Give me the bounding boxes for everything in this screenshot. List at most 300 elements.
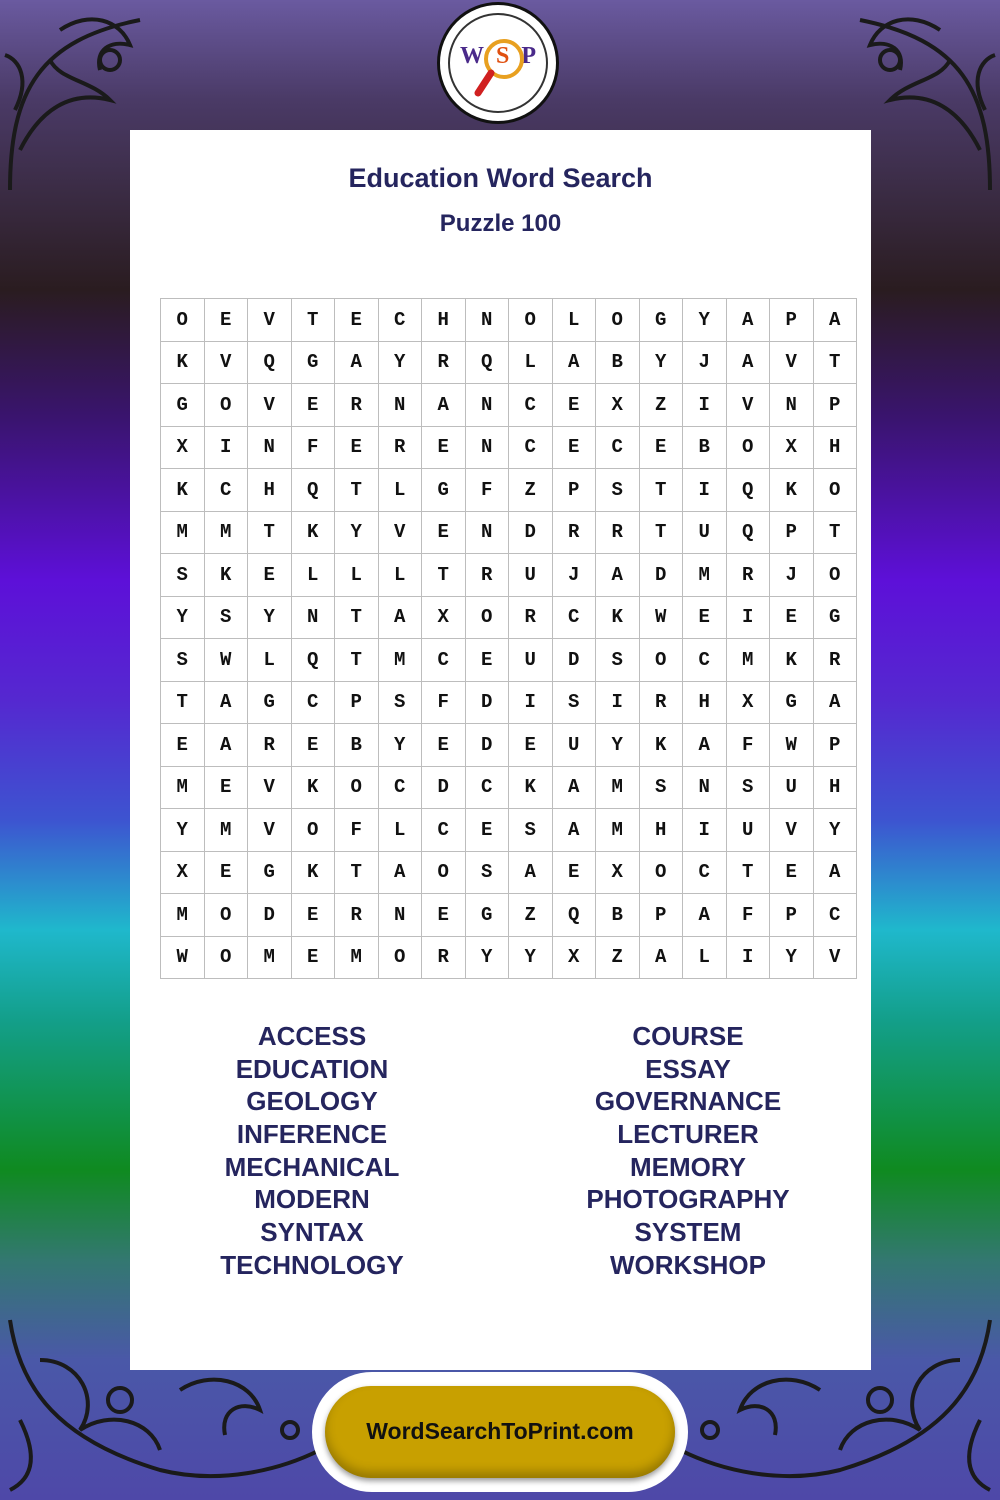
grid-cell[interactable]: O <box>596 299 640 342</box>
grid-row <box>161 511 857 554</box>
grid-cell[interactable]: E <box>291 936 335 979</box>
grid-cell[interactable]: L <box>509 341 553 384</box>
grid-cell[interactable]: U <box>552 724 596 767</box>
grid-cell[interactable]: M <box>204 809 248 852</box>
grid-cell[interactable]: V <box>248 766 292 809</box>
grid-cell[interactable]: U <box>726 809 770 852</box>
grid-cell[interactable]: E <box>204 299 248 342</box>
grid-cell[interactable]: M <box>596 766 640 809</box>
grid-cell[interactable]: X <box>161 851 205 894</box>
grid-cell[interactable]: T <box>639 469 683 512</box>
grid-cell[interactable]: A <box>813 681 857 724</box>
grid-cell[interactable]: K <box>291 851 335 894</box>
logo-letter-w: W <box>459 43 484 69</box>
grid-cell[interactable]: M <box>161 766 205 809</box>
grid-cell[interactable]: Y <box>639 341 683 384</box>
grid-row <box>161 469 857 512</box>
grid-cell[interactable]: P <box>335 681 379 724</box>
word-item: TECHNOLOGY <box>220 1249 404 1280</box>
grid-cell[interactable]: Q <box>726 511 770 554</box>
grid-cell[interactable]: S <box>509 809 553 852</box>
grid-cell[interactable]: X <box>770 426 814 469</box>
grid-cell[interactable]: A <box>335 341 379 384</box>
grid-cell[interactable]: I <box>726 596 770 639</box>
grid-cell[interactable]: E <box>204 766 248 809</box>
grid-cell[interactable]: J <box>683 341 727 384</box>
grid-cell[interactable]: S <box>378 681 422 724</box>
grid-cell[interactable]: V <box>813 936 857 979</box>
grid-cell[interactable]: O <box>726 426 770 469</box>
grid-cell[interactable]: Y <box>509 936 553 979</box>
word-item: MEMORY <box>629 1151 747 1182</box>
grid-cell[interactable]: S <box>596 639 640 682</box>
grid-cell[interactable]: T <box>291 299 335 342</box>
grid-cell[interactable]: Q <box>248 341 292 384</box>
grid-cell[interactable]: K <box>204 554 248 597</box>
grid-cell[interactable]: H <box>683 681 727 724</box>
grid-cell[interactable]: E <box>291 384 335 427</box>
grid-cell[interactable]: F <box>726 894 770 937</box>
grid-cell[interactable]: O <box>465 596 509 639</box>
grid-cell[interactable]: T <box>726 851 770 894</box>
word-item: INFERENCE <box>236 1119 388 1150</box>
word-item: ACCESS <box>257 1021 367 1051</box>
grid-cell[interactable]: T <box>813 341 857 384</box>
grid-cell[interactable]: T <box>639 511 683 554</box>
grid-cell[interactable]: R <box>726 554 770 597</box>
grid-cell[interactable]: R <box>378 426 422 469</box>
grid-cell[interactable]: T <box>422 554 466 597</box>
grid-cell[interactable]: A <box>726 299 770 342</box>
grid-cell[interactable]: E <box>422 426 466 469</box>
word-item: EDUCATION <box>235 1053 389 1084</box>
grid-cell[interactable]: H <box>422 299 466 342</box>
grid-cell[interactable]: V <box>204 341 248 384</box>
grid-cell[interactable]: I <box>683 384 727 427</box>
grid-cell[interactable]: W <box>161 936 205 979</box>
grid-cell[interactable]: G <box>465 894 509 937</box>
grid-cell[interactable]: L <box>335 554 379 597</box>
grid-cell[interactable]: S <box>204 596 248 639</box>
grid-cell[interactable]: L <box>683 936 727 979</box>
grid-cell[interactable]: S <box>465 851 509 894</box>
grid-cell[interactable]: J <box>770 554 814 597</box>
grid-cell[interactable]: V <box>726 384 770 427</box>
wsp-logo <box>437 2 559 124</box>
grid-cell[interactable]: C <box>465 766 509 809</box>
grid-cell[interactable]: O <box>378 936 422 979</box>
grid-cell[interactable]: Z <box>639 384 683 427</box>
grid-cell[interactable]: E <box>204 851 248 894</box>
grid-cell[interactable]: L <box>552 299 596 342</box>
site-link-button[interactable] <box>325 1386 675 1478</box>
grid-cell[interactable]: D <box>552 639 596 682</box>
grid-row <box>161 809 857 852</box>
grid-cell[interactable]: C <box>291 681 335 724</box>
grid-cell[interactable]: X <box>552 936 596 979</box>
grid-cell[interactable]: Y <box>378 341 422 384</box>
grid-cell[interactable]: H <box>813 426 857 469</box>
grid-cell[interactable]: O <box>639 639 683 682</box>
grid-cell[interactable]: X <box>161 426 205 469</box>
grid-cell[interactable]: G <box>422 469 466 512</box>
grid-cell[interactable]: U <box>683 511 727 554</box>
grid-cell[interactable]: U <box>770 766 814 809</box>
grid-cell[interactable]: P <box>770 299 814 342</box>
grid-cell[interactable]: E <box>422 894 466 937</box>
grid-cell[interactable]: R <box>335 384 379 427</box>
grid-cell[interactable]: A <box>813 299 857 342</box>
grid-cell[interactable]: P <box>770 511 814 554</box>
grid-cell[interactable]: O <box>813 469 857 512</box>
grid-cell[interactable]: V <box>770 809 814 852</box>
magnifier-icon <box>472 33 532 103</box>
grid-cell[interactable]: P <box>552 469 596 512</box>
grid-cell[interactable]: L <box>248 639 292 682</box>
grid-cell[interactable]: E <box>161 724 205 767</box>
grid-cell[interactable]: Y <box>770 936 814 979</box>
grid-cell[interactable]: R <box>639 681 683 724</box>
grid-cell[interactable]: Z <box>596 936 640 979</box>
grid-cell[interactable]: M <box>596 809 640 852</box>
grid-cell[interactable]: T <box>813 511 857 554</box>
grid-cell[interactable]: E <box>422 724 466 767</box>
grid-cell[interactable]: E <box>465 639 509 682</box>
word-item: PHOTOGRAPHY <box>586 1184 790 1215</box>
grid-cell[interactable]: K <box>161 341 205 384</box>
word-list-left <box>122 1020 502 1282</box>
grid-cell[interactable]: N <box>465 426 509 469</box>
grid-cell[interactable]: Y <box>161 596 205 639</box>
grid-cell[interactable]: A <box>378 851 422 894</box>
grid-cell[interactable]: E <box>335 299 379 342</box>
grid-cell[interactable]: C <box>204 469 248 512</box>
grid-cell[interactable]: E <box>770 851 814 894</box>
grid-cell[interactable]: E <box>552 851 596 894</box>
grid-cell[interactable]: D <box>639 554 683 597</box>
grid-cell[interactable]: K <box>291 766 335 809</box>
grid-cell[interactable]: R <box>465 554 509 597</box>
grid-cell[interactable]: R <box>509 596 553 639</box>
grid-cell[interactable]: Q <box>726 469 770 512</box>
grid-cell[interactable]: N <box>683 766 727 809</box>
word-item: MECHANICAL <box>224 1151 400 1182</box>
grid-cell[interactable]: E <box>465 809 509 852</box>
grid-row <box>161 766 857 809</box>
page-title: Education Word Search <box>348 163 653 193</box>
grid-cell[interactable]: O <box>204 894 248 937</box>
grid-cell[interactable]: J <box>552 554 596 597</box>
grid-cell[interactable]: M <box>335 936 379 979</box>
grid-cell[interactable]: N <box>465 384 509 427</box>
grid-cell[interactable]: Y <box>465 936 509 979</box>
grid-cell[interactable]: C <box>422 639 466 682</box>
grid-cell[interactable]: L <box>378 809 422 852</box>
grid-cell[interactable]: M <box>726 639 770 682</box>
grid-cell[interactable]: K <box>596 596 640 639</box>
grid-row <box>161 894 857 937</box>
grid-cell[interactable]: B <box>596 894 640 937</box>
grid-cell[interactable]: M <box>161 511 205 554</box>
grid-cell[interactable]: E <box>422 511 466 554</box>
grid-cell[interactable]: Y <box>596 724 640 767</box>
grid-cell[interactable]: M <box>161 894 205 937</box>
grid-cell[interactable]: Q <box>552 894 596 937</box>
grid-cell[interactable]: D <box>422 766 466 809</box>
grid-cell[interactable]: C <box>509 426 553 469</box>
grid-cell[interactable]: O <box>335 766 379 809</box>
grid-cell[interactable]: S <box>161 554 205 597</box>
puzzle-number: Puzzle 100 <box>439 210 562 237</box>
word-list-right <box>498 1020 878 1282</box>
word-item: GOVERNANCE <box>594 1086 782 1117</box>
grid-cell[interactable]: G <box>248 851 292 894</box>
grid-cell[interactable]: N <box>465 299 509 342</box>
grid-cell[interactable]: L <box>378 469 422 512</box>
grid-cell[interactable]: E <box>552 426 596 469</box>
grid-cell[interactable]: A <box>596 554 640 597</box>
grid-cell[interactable]: R <box>813 639 857 682</box>
grid-cell[interactable]: K <box>509 766 553 809</box>
grid-cell[interactable]: R <box>248 724 292 767</box>
grid-cell[interactable]: Y <box>683 299 727 342</box>
grid-cell[interactable]: R <box>335 894 379 937</box>
grid-cell[interactable]: I <box>683 809 727 852</box>
grid-cell[interactable]: H <box>639 809 683 852</box>
grid-row <box>161 554 857 597</box>
grid-cell[interactable]: Y <box>813 809 857 852</box>
grid-cell[interactable]: N <box>291 596 335 639</box>
grid-cell[interactable]: N <box>248 426 292 469</box>
grid-cell[interactable]: C <box>683 639 727 682</box>
grid-row <box>161 936 857 979</box>
grid-cell[interactable]: M <box>683 554 727 597</box>
grid-cell[interactable]: A <box>552 341 596 384</box>
word-item: SYSTEM <box>634 1217 742 1248</box>
grid-cell[interactable]: A <box>422 384 466 427</box>
grid-cell[interactable]: E <box>639 426 683 469</box>
grid-cell[interactable]: A <box>509 851 553 894</box>
grid-cell[interactable]: F <box>422 681 466 724</box>
grid-cell[interactable]: Q <box>291 639 335 682</box>
grid-cell[interactable]: W <box>204 639 248 682</box>
grid-cell[interactable]: F <box>291 426 335 469</box>
grid-cell[interactable]: E <box>291 724 335 767</box>
grid-cell[interactable]: C <box>813 894 857 937</box>
grid-cell[interactable]: V <box>248 809 292 852</box>
grid-cell[interactable]: G <box>813 596 857 639</box>
grid-cell[interactable]: S <box>596 469 640 512</box>
grid-cell[interactable]: D <box>248 894 292 937</box>
grid-cell[interactable]: E <box>509 724 553 767</box>
grid-cell[interactable]: H <box>248 469 292 512</box>
grid-cell[interactable]: I <box>204 426 248 469</box>
grid-cell[interactable]: B <box>335 724 379 767</box>
grid-cell[interactable]: O <box>204 936 248 979</box>
grid-cell[interactable]: U <box>509 639 553 682</box>
grid-cell[interactable]: S <box>161 639 205 682</box>
grid-cell[interactable]: A <box>683 724 727 767</box>
grid-cell[interactable]: X <box>422 596 466 639</box>
grid-cell[interactable]: D <box>465 681 509 724</box>
grid-cell[interactable]: S <box>552 681 596 724</box>
grid-cell[interactable]: A <box>813 851 857 894</box>
grid-cell[interactable]: Y <box>335 511 379 554</box>
grid-cell[interactable]: B <box>596 341 640 384</box>
grid-cell[interactable]: F <box>726 724 770 767</box>
grid-cell[interactable]: N <box>465 511 509 554</box>
site-link-label: WordSearchToPrint.com <box>366 1418 634 1444</box>
grid-row <box>161 384 857 427</box>
grid-cell[interactable]: E <box>291 894 335 937</box>
grid-cell[interactable]: Y <box>378 724 422 767</box>
grid-cell[interactable]: G <box>291 341 335 384</box>
grid-cell[interactable]: O <box>422 851 466 894</box>
grid-cell[interactable]: R <box>422 936 466 979</box>
grid-cell[interactable]: Z <box>509 469 553 512</box>
grid-cell[interactable]: A <box>726 341 770 384</box>
word-item: COURSE <box>632 1021 744 1051</box>
grid-cell[interactable]: Z <box>509 894 553 937</box>
grid-cell[interactable]: A <box>204 724 248 767</box>
grid-cell[interactable]: C <box>596 426 640 469</box>
grid-row <box>161 426 857 469</box>
grid-cell[interactable]: O <box>813 554 857 597</box>
grid-cell[interactable]: U <box>509 554 553 597</box>
letter-grid <box>160 298 857 979</box>
grid-row <box>161 724 857 767</box>
grid-cell[interactable]: V <box>248 384 292 427</box>
grid-cell[interactable]: A <box>204 681 248 724</box>
grid-cell[interactable]: F <box>465 469 509 512</box>
grid-cell[interactable]: Q <box>291 469 335 512</box>
grid-cell[interactable]: X <box>596 384 640 427</box>
grid-cell[interactable]: O <box>204 384 248 427</box>
grid-cell[interactable]: N <box>378 894 422 937</box>
logo-letter-s: S <box>495 43 510 69</box>
grid-cell[interactable]: O <box>509 299 553 342</box>
grid-cell[interactable]: O <box>291 809 335 852</box>
grid-cell[interactable]: I <box>726 936 770 979</box>
grid-cell[interactable]: E <box>770 596 814 639</box>
grid-cell[interactable]: D <box>465 724 509 767</box>
grid-cell[interactable]: P <box>770 894 814 937</box>
grid-cell[interactable]: G <box>770 681 814 724</box>
grid-cell[interactable]: E <box>552 384 596 427</box>
grid-cell[interactable]: A <box>552 766 596 809</box>
grid-cell[interactable]: E <box>335 426 379 469</box>
grid-cell[interactable]: T <box>335 596 379 639</box>
grid-row <box>161 596 857 639</box>
grid-cell[interactable]: O <box>639 851 683 894</box>
grid-cell[interactable]: K <box>161 469 205 512</box>
grid-cell[interactable]: A <box>683 894 727 937</box>
grid-cell[interactable]: F <box>335 809 379 852</box>
grid-cell[interactable]: E <box>248 554 292 597</box>
grid-cell[interactable]: H <box>813 766 857 809</box>
grid-cell[interactable]: T <box>335 469 379 512</box>
grid-cell[interactable]: L <box>291 554 335 597</box>
grid-cell[interactable]: D <box>509 511 553 554</box>
grid-cell[interactable]: A <box>639 936 683 979</box>
grid-cell[interactable]: K <box>291 511 335 554</box>
word-item: WORKSHOP <box>610 1249 766 1280</box>
grid-cell[interactable]: M <box>248 936 292 979</box>
grid-cell[interactable]: R <box>596 511 640 554</box>
grid-cell[interactable]: N <box>378 384 422 427</box>
grid-cell[interactable]: K <box>770 639 814 682</box>
grid-cell[interactable]: X <box>596 851 640 894</box>
grid-cell[interactable]: M <box>378 639 422 682</box>
word-item: GEOLOGY <box>246 1086 378 1117</box>
grid-cell[interactable]: C <box>422 809 466 852</box>
grid-cell[interactable]: K <box>639 724 683 767</box>
grid-cell[interactable]: Y <box>161 809 205 852</box>
logo-letter-p: P <box>521 43 537 69</box>
grid-cell[interactable]: A <box>378 596 422 639</box>
grid-cell[interactable]: Y <box>248 596 292 639</box>
grid-cell[interactable]: V <box>770 341 814 384</box>
grid-cell[interactable]: C <box>683 851 727 894</box>
word-item: ESSAY <box>645 1053 731 1084</box>
grid-cell[interactable]: L <box>378 554 422 597</box>
grid-row <box>161 681 857 724</box>
grid-cell[interactable]: I <box>683 469 727 512</box>
grid-cell[interactable]: X <box>726 681 770 724</box>
grid-row <box>161 639 857 682</box>
grid-cell[interactable]: I <box>596 681 640 724</box>
grid-row <box>161 851 857 894</box>
grid-cell[interactable]: T <box>335 639 379 682</box>
word-item: MODERN <box>254 1184 370 1215</box>
grid-cell[interactable]: W <box>770 724 814 767</box>
grid-cell[interactable]: C <box>552 596 596 639</box>
grid-cell[interactable]: O <box>161 299 205 342</box>
grid-cell[interactable]: K <box>770 469 814 512</box>
grid-cell[interactable]: S <box>726 766 770 809</box>
grid-cell[interactable]: G <box>248 681 292 724</box>
grid-cell[interactable]: T <box>161 681 205 724</box>
grid-cell[interactable]: S <box>639 766 683 809</box>
grid-cell[interactable]: G <box>161 384 205 427</box>
grid-cell[interactable]: N <box>770 384 814 427</box>
grid-cell[interactable]: G <box>639 299 683 342</box>
grid-cell[interactable]: M <box>204 511 248 554</box>
grid-cell[interactable]: P <box>639 894 683 937</box>
grid-cell[interactable]: P <box>813 384 857 427</box>
grid-cell[interactable]: W <box>639 596 683 639</box>
grid-row <box>161 299 857 342</box>
grid-cell[interactable]: C <box>378 766 422 809</box>
grid-cell[interactable]: I <box>509 681 553 724</box>
grid-cell[interactable]: V <box>378 511 422 554</box>
grid-cell[interactable]: B <box>683 426 727 469</box>
grid-cell[interactable]: C <box>378 299 422 342</box>
grid-cell[interactable]: R <box>552 511 596 554</box>
grid-cell[interactable]: T <box>248 511 292 554</box>
grid-row <box>161 341 857 384</box>
grid-cell[interactable]: R <box>422 341 466 384</box>
word-item: LECTURER <box>617 1119 759 1150</box>
grid-cell[interactable]: Q <box>465 341 509 384</box>
grid-cell[interactable]: V <box>248 299 292 342</box>
grid-cell[interactable]: C <box>509 384 553 427</box>
grid-cell[interactable]: T <box>335 851 379 894</box>
grid-cell[interactable]: A <box>552 809 596 852</box>
grid-cell[interactable]: E <box>683 596 727 639</box>
word-item: SYNTAX <box>260 1217 364 1248</box>
grid-cell[interactable]: P <box>813 724 857 767</box>
